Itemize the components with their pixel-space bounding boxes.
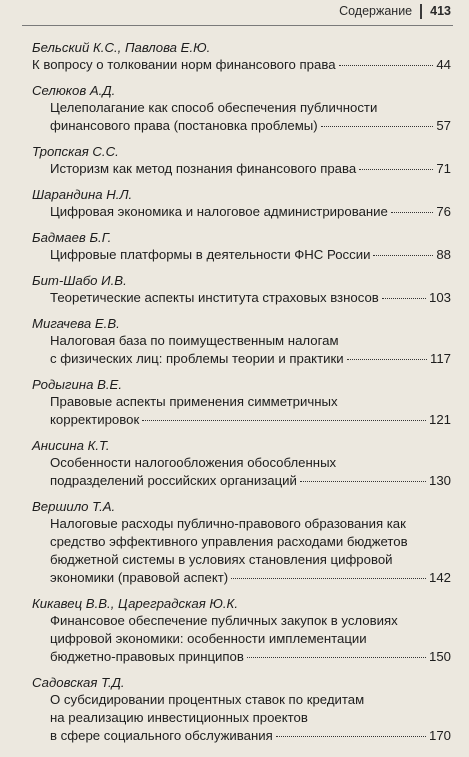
toc-title-line: бюджетной системы в условиях становления цифровой — [50, 552, 393, 567]
toc-author: Бадмаев Б.Г. — [32, 230, 112, 245]
toc-title-text: подразделений российских организаций — [50, 473, 297, 488]
toc-leader-dots — [142, 420, 426, 421]
toc-entry[interactable] — [32, 144, 451, 178]
toc-title-text: экономики (правовой аспект) — [50, 570, 229, 585]
toc-page-number: 44 — [436, 57, 451, 72]
toc-leader-dots — [359, 169, 433, 170]
toc-leader-dots — [300, 481, 426, 482]
toc-page-number: 71 — [436, 161, 451, 176]
toc-entry[interactable] — [32, 596, 451, 666]
toc-title-line: средство эффективного управления расходами бюджетов — [50, 534, 408, 549]
toc-page-number: 130 — [428, 473, 451, 488]
toc-page-number: 88 — [436, 247, 451, 262]
toc-author: Бит-Шабо И.В. — [32, 273, 127, 288]
toc-leader-dots — [373, 255, 433, 256]
toc-page-number: 57 — [436, 118, 451, 133]
toc-title-line — [32, 117, 451, 135]
toc-author: Садовская Т.Д. — [32, 675, 125, 690]
toc-title-line — [32, 569, 451, 587]
toc-author: Мигачева Е.В. — [32, 316, 120, 331]
toc-title-text: корректировок — [50, 412, 140, 427]
toc-entry[interactable] — [32, 499, 451, 587]
toc-entry[interactable] — [32, 675, 451, 745]
toc-entry[interactable] — [32, 187, 451, 221]
section-title: Содержание — [339, 4, 413, 18]
header-rule — [22, 25, 453, 26]
toc-title-line: Налоговые расходы публично-правового образования как — [50, 516, 406, 531]
running-header — [0, 0, 469, 22]
toc-page-number: 121 — [428, 412, 451, 427]
toc-leader-dots — [382, 298, 426, 299]
toc-title-line: Налоговая база по поимущественным налогам — [50, 333, 339, 348]
toc-page-number: 117 — [429, 351, 451, 366]
toc-leader-dots — [276, 736, 426, 737]
toc-page-number: 103 — [428, 290, 451, 305]
toc-author: Шарандина Н.Л. — [32, 187, 133, 202]
toc-title-line — [32, 727, 451, 745]
toc-page-number: 170 — [428, 728, 451, 743]
toc-title-line: на реализацию инвестиционных проектов — [50, 710, 308, 725]
toc-entry[interactable] — [32, 438, 451, 490]
toc-leader-dots — [231, 578, 426, 579]
toc-title-line — [32, 472, 451, 490]
toc-title-line: О субсидировании процентных ставок по кредитам — [50, 692, 365, 707]
toc-entry[interactable] — [32, 40, 451, 74]
toc-title-line: Финансовое обеспечение публичных закупок в условиях — [50, 613, 398, 628]
toc-title-line: Целеполагание как способ обеспечения публичности — [50, 100, 378, 115]
toc-title-line — [32, 56, 451, 74]
toc-entry[interactable] — [32, 377, 451, 429]
toc-page-number: 150 — [428, 649, 451, 664]
toc-title-line — [32, 160, 451, 178]
toc-title-line — [32, 289, 451, 307]
toc-entry[interactable] — [32, 273, 451, 307]
toc-leader-dots — [347, 359, 427, 360]
toc-entry[interactable] — [32, 83, 451, 135]
toc-title-line — [32, 648, 451, 666]
toc-page-number: 76 — [436, 204, 451, 219]
toc-title-text: Теоретические аспекты института страховых взносов — [50, 290, 379, 305]
toc-title-line — [32, 246, 451, 264]
toc-author: Анисина К.Т. — [32, 438, 110, 453]
toc-title-line — [32, 350, 451, 368]
toc-entry[interactable] — [32, 316, 451, 368]
toc-author: Родыгина В.Е. — [32, 377, 122, 392]
toc-leader-dots — [391, 212, 433, 213]
header-divider — [420, 4, 422, 19]
toc-title-text: финансового права (постановка проблемы) — [50, 118, 318, 133]
toc-author: Бельский К.С., Павлова Е.Ю. — [32, 40, 211, 55]
page-number: 413 — [430, 4, 451, 18]
toc-list — [32, 40, 451, 754]
toc-title-line: Особенности налогообложения обособленных — [50, 455, 337, 470]
toc-title-line — [32, 411, 451, 429]
toc-entry[interactable] — [32, 230, 451, 264]
toc-title-line: Правовые аспекты применения симметричных — [50, 394, 338, 409]
toc-title-text: с физических лиц: проблемы теории и практики — [50, 351, 344, 366]
toc-title-text: Историзм как метод познания финансового права — [50, 161, 357, 176]
toc-author: Кикавец В.В., Царегрaдская Ю.К. — [32, 596, 238, 611]
toc-title-text: Цифровые платформы в деятельности ФНС России — [50, 247, 371, 262]
toc-title-text: Цифровая экономика и налоговое администрирование — [50, 204, 388, 219]
toc-title-line: цифровой экономики: особенности имплементации — [50, 631, 367, 646]
toc-author: Селюков А.Д. — [32, 83, 116, 98]
toc-leader-dots — [321, 126, 434, 127]
toc-leader-dots — [247, 657, 426, 658]
toc-title-text: в сфере социального обслуживания — [50, 728, 273, 743]
toc-title-text: бюджетно-правовых принципов — [50, 649, 244, 664]
toc-author: Тропская С.С. — [32, 144, 119, 159]
toc-page-number: 142 — [428, 570, 451, 585]
toc-title-line — [32, 203, 451, 221]
toc-author: Вершило Т.А. — [32, 499, 116, 514]
toc-leader-dots — [339, 65, 434, 66]
toc-title-text: К вопросу о толковании норм финансового права — [32, 57, 336, 72]
